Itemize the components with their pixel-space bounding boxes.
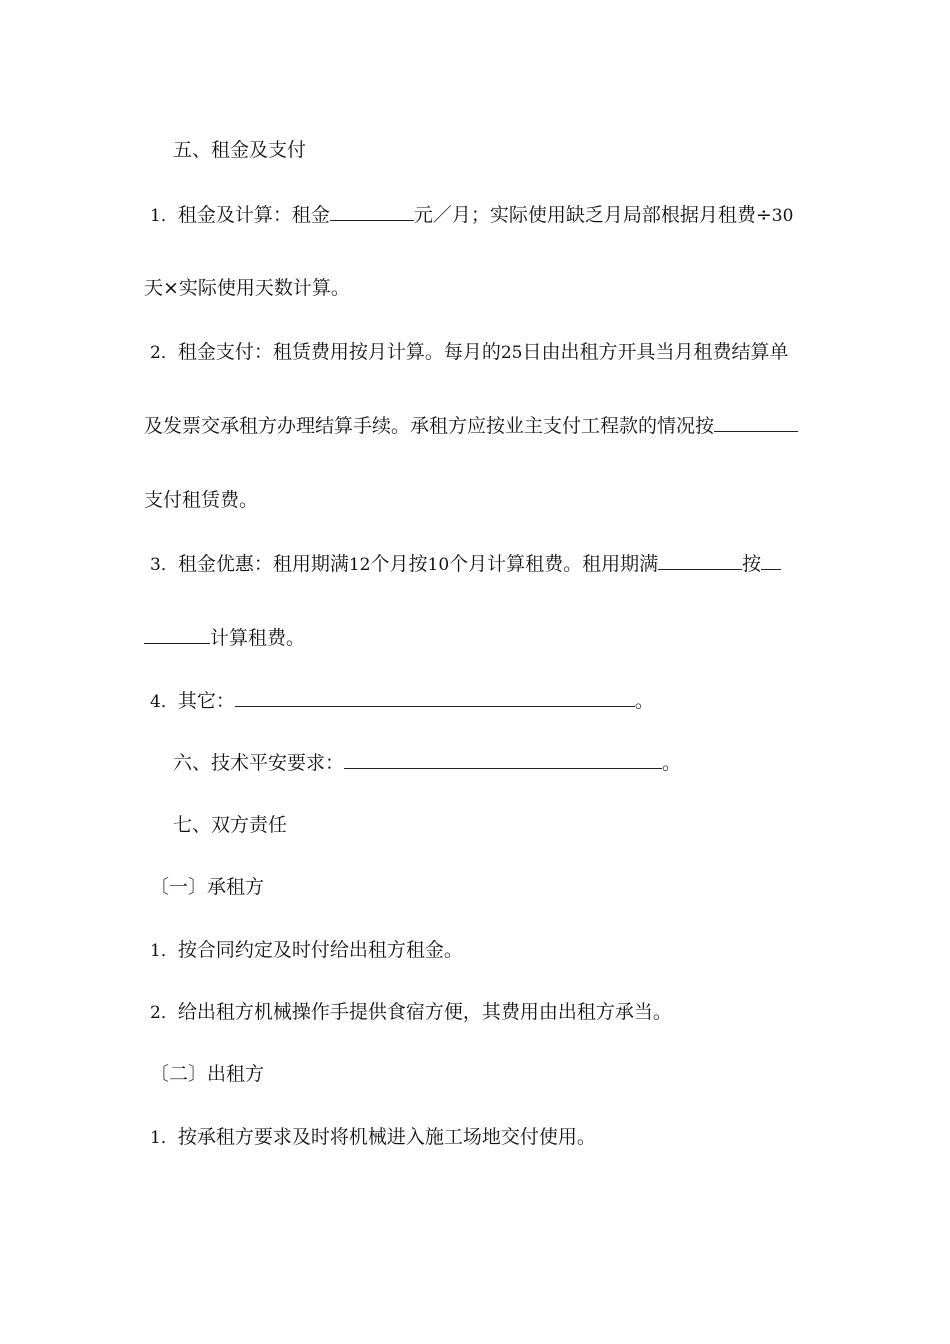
rent-amount-blank [330,202,414,221]
section-5-item-2-end: 支付租赁费。 [144,489,259,511]
item-number: 3． [150,555,178,575]
term-blank [658,551,742,570]
party-2-item-1-text: 按承租方要求及时将机械进入施工场地交付使用。 [177,1126,596,1148]
item-3-text-c: 个月按 [370,553,428,575]
item-number: 1． [150,1128,178,1148]
section-6-end: 。 [662,752,682,774]
item-3-text-f: 按 [742,553,762,575]
item-4-text-a: 其它： [177,690,235,712]
section-6-heading: 六、技术平安要求： [173,752,345,774]
item-number: 1． [150,941,178,961]
section-7-heading: 七、双方责任 [173,814,288,836]
section-5-item-1-cont: 天×实际使用天数计算。 [144,277,350,299]
item-3-text-g: 计算租费。 [210,627,306,649]
party-2-item-1 [150,1125,596,1149]
months-number-10: 10 [427,555,450,575]
section-5-item-3-cont [144,625,305,649]
item-4-end: 。 [634,690,654,712]
item-2-text-a: 租金支付：租赁费用按月计算。每月的 [177,341,501,363]
party-1-item-2 [150,1000,672,1024]
section-5-item-1 [150,202,793,226]
item-number: 1． [150,206,178,226]
party-1-item-1-text: 按合同约定及时付给出租方租金。 [177,939,463,961]
discount-blank-end [144,625,210,644]
item-2-text-c: 日由出租方开具当月租费结算单 [522,341,789,363]
item-1-text-b: 元／月；实际使用缺乏月局部根据月租费÷ [413,204,772,226]
party-1-heading: 〔一〕承租方 [150,876,265,898]
discount-blank-start [761,551,781,570]
section-6 [173,750,681,774]
other-terms-blank [235,688,635,707]
item-2-text-d: 及发票交承租方办理结算手续。承租方应按业主支付工程款的情况按 [144,415,715,437]
payment-method-blank [714,413,798,432]
item-3-text-a: 租金优惠：租用期满 [177,553,349,575]
item-number: 2． [150,1003,178,1023]
safety-requirements-blank [344,750,662,769]
party-2-heading: 〔二〕出租方 [150,1063,265,1085]
item-1-text-a: 租金及计算：租金 [177,204,330,226]
section-5-item-2-cont [144,413,798,437]
days-number: 30 [771,206,794,226]
section-5-item-2 [150,340,789,364]
section-5-item-3 [150,551,781,575]
item-3-text-e: 个月计算租费。租用期满 [449,553,659,575]
item-number: 4． [150,692,178,712]
section-5-item-4 [150,688,654,712]
party-1-item-1 [150,938,463,962]
party-1-item-2-text: 给出租方机械操作手提供食宿方便，其费用由出租方承当。 [177,1001,672,1023]
months-number-12: 12 [348,555,371,575]
item-number: 2． [150,343,178,363]
section-5-heading: 五、租金及支付 [173,139,307,161]
day-number: 25 [500,343,523,363]
